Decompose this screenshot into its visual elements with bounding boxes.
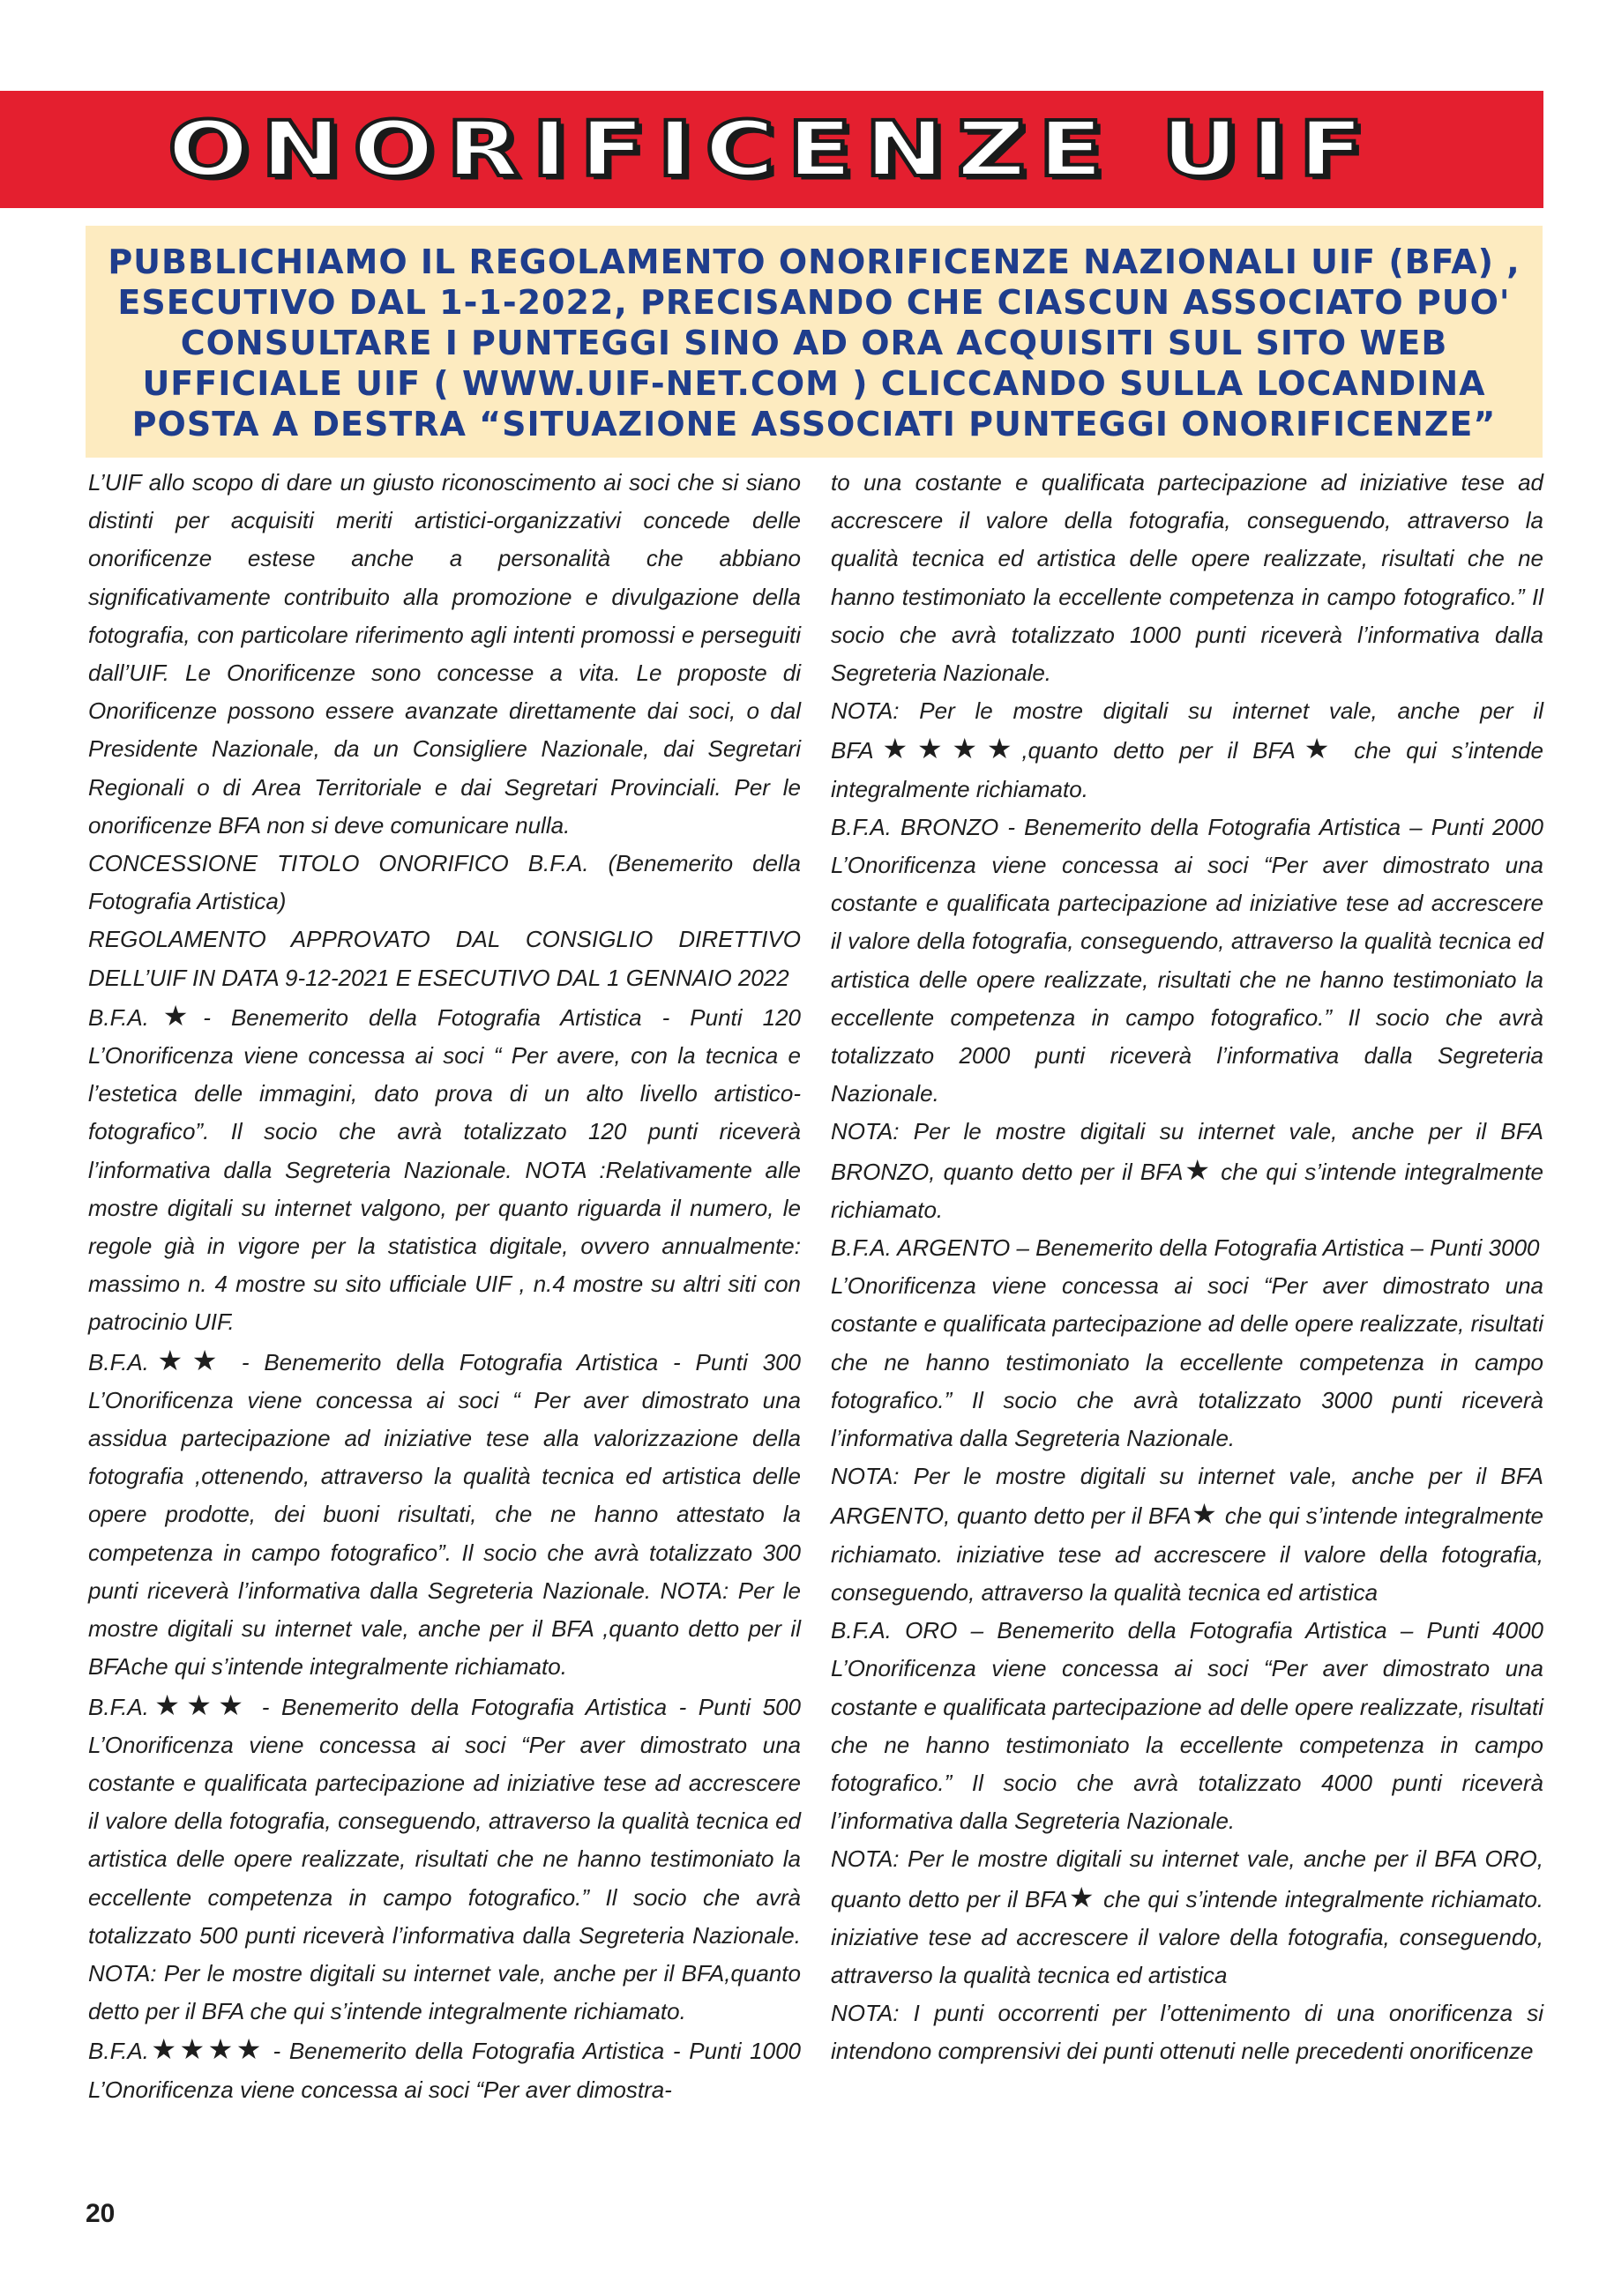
bfa-prefix: B.F.A.	[88, 1348, 149, 1375]
star-icon: ★	[1183, 1153, 1214, 1186]
page-title: ONORIFICENZE UIF	[167, 105, 1377, 194]
nota-final: NOTA: I punti occorrenti per l’ottenimento di una onorificenza si intendono comprensivi dei punti ottenuti nelle precedenti onorificenze	[831, 2000, 1543, 2065]
regulation-approval: REGOLAMENTO APPROVATO DAL CONSIGLIO DIRETTIVO DELL’UIF IN DATA 9-12-2021 E ESECUTIVO DAL 1 GENNAIO 2022	[88, 926, 801, 991]
bfa-1-star-paragraph	[88, 997, 801, 1342]
intro-box	[86, 226, 1543, 458]
bfa-prefix: B.F.A.	[88, 2038, 149, 2065]
bfa-3-star-paragraph	[88, 1687, 801, 2031]
bfa-text: - Benemerito della Fotografia Artistica - Punti 300 L’Onorificenza viene concessa ai soci “ Per aver dimostrato una assidua partecipazione ad iniziative tese alla valorizzazione della fotografia ,ottenendo, attraverso la qualità tecnica ed artistica delle opere prodotte, dei buoni risultati, che ne hanno attestato la competenza in campo fotografico”. Il socio che avrà totalizzato 300 punti riceverà l’informativa dalla Segreteria Nazionale. NOTA: Per le mostre digitali su internet vale, anche per il BFA ,quanto detto per il BFAche qui s’intende integralmente richiamato.	[88, 1348, 801, 1681]
star-icon: ★★★★	[873, 733, 1022, 765]
star-icon: ★	[1067, 1881, 1096, 1913]
intro-text: PUBBLICHIAMO IL REGOLAMENTO ONORIFICENZE NAZIONALI UIF (BFA) , ESECUTIVO DAL 1-1-2022, PRECISANDO CHE CIASCUN ASSOCIATO PUO' CONSULTARE I PUNTEGGI SINO AD ORA ACQUISITI SUL SITO WEB UFFICIALE UIF ( WWW.UIF-NET.COM ) CLICCANDO SULLA LOCANDINA POSTA A DESTRA “SITUAZIONE ASSOCIATI PUNTEGGI ONORIFICENZE”	[108, 242, 1521, 444]
bfa-text: - Benemerito della Fotografia Artistica - Punti 500 L’Onorificenza viene concessa ai soci “Per aver dimostrato una costante e qualificata partecipazione ad iniziative tese ad accrescere il valore della fotografia, conseguendo, attraverso la qualità tecnica ed artistica delle opere realizzate, risultati che ne hanno testimoniato la eccellente competenza in campo fotografico.” Il socio che avrà totalizzato 500 punti riceverà l’informativa dalla Segreteria Nazionale. NOTA: Per le mostre digitali su internet vale, anche per il BFA,quanto detto per il BFA che qui s’intende integralmente richiamato.	[88, 1693, 801, 2025]
bfa-4-star-continuation: to una costante e qualificata partecipazione ad iniziative tese ad accrescere il valore della fotografia, conseguendo, attraverso la qualità tecnica ed artistica delle opere realizzate, risultati che ne hanno testimoniato la eccellente competenza in campo fotografico.” Il socio che avrà totalizzato 1000 punti riceverà l’informativa dalla Segreteria Nazionale.	[831, 469, 1543, 687]
nota-text: che qui s’intende integralmente richiamato. iniziative tese ad accrescere il valore della fotografia, conseguendo, attraverso la qualità tecnica ed artistica	[831, 1502, 1544, 1606]
bfa-prefix: B.F.A.	[88, 1693, 149, 1720]
right-column	[831, 464, 1543, 2071]
bfa-4-star-paragraph	[88, 2031, 801, 2108]
star-icon: ★	[1191, 1498, 1219, 1531]
bfa-argento-title: B.F.A. ARGENTO – Benemerito della Fotografia Artistica – Punti 3000	[831, 1234, 1540, 1262]
concession-title: CONCESSIONE TITOLO ONORIFICO B.F.A. (Benemerito della Fotografia Artistica)	[88, 850, 801, 915]
star-icon: ★★★★	[148, 2033, 265, 2066]
bfa-oro-paragraph: B.F.A. ORO – Benemerito della Fotografia Artistica – Punti 4000 L’Onorificenza viene concessa ai soci “Per aver dimostrato una costante e qualificata partecipazione ad delle opere realizzate, risultati che ne hanno testimoniato la eccellente competenza in campo fotografico.” Il socio che avrà totalizzato 4000 punti riceverà l’informativa dalla Segreteria Nazionale.	[831, 1617, 1543, 1835]
left-column	[88, 464, 801, 2109]
nota-text: NOTA: Per le mostre digitali su internet vale, anche per il BFA	[831, 697, 1543, 764]
nota-text: NOTA: Per le mostre digitali su internet vale, anche per il BFA ORO, quanto detto per il BFA	[831, 1845, 1543, 1912]
star-icon: ★	[148, 999, 204, 1032]
nota-text: NOTA: Per le mostre digitali su internet vale, anche per il BFA BRONZO, quanto detto per il BFA	[831, 1118, 1543, 1185]
bfa-2-star-paragraph	[88, 1342, 801, 1687]
bfa-text: - Benemerito della Fotografia Artistica - Punti 1000 L’Onorificenza viene concessa ai soci “Per aver dimostra-	[88, 2038, 802, 2103]
bfa-text: - Benemerito della Fotografia Artistica - Punti 120 L’Onorificenza viene concessa ai soci “ Per avere, con la tecnica e l’estetica delle immagini, dato prova di un alto livello artistico-fotografico”. Il socio che avrà totalizzato 120 punti riceverà l’informativa dalla Segreteria Nazionale. NOTA :Relativamente alle mostre digitali su internet valgono, per quanto riguarda il numero, le regole già in vigore per la statistica digitale, ovvero annualmente: massimo n. 4 mostre su sito ufficiale UIF , n.4 mostre su altri siti con patrocinio UIF.	[88, 1003, 801, 1336]
bfa-argento-paragraph: L’Onorificenza viene concessa ai soci “Per aver dimostrato una costante e qualificata partecipazione ad delle opere realizzate, risultati che ne hanno testimoniato la eccellente competenza in campo fotografico.” Il socio che avrà totalizzato 3000 punti riceverà l’informativa dalla Segreteria Nazionale.	[831, 1272, 1543, 1452]
nota-argento	[831, 1457, 1543, 1612]
bfa-bronzo-paragraph: B.F.A. BRONZO - Benemerito della Fotografia Artistica – Punti 2000 L’Onorificenza viene concessa ai soci “Per aver dimostrato una costante e qualificata partecipazione ad iniziative tese ad accrescere il valore della fotografia, conseguendo, attraverso la qualità tecnica ed artistica delle opere realizzate, risultati che ne hanno testimoniato la eccellente competenza in campo fotografico.” Il socio che avrà totalizzato 2000 punti riceverà l’informativa dalla Segreteria Nazionale.	[831, 813, 1543, 1107]
nota-oro	[831, 1840, 1543, 1994]
bfa-prefix: B.F.A.	[88, 1003, 149, 1031]
nota-text: che qui s’intende integralmente richiamato. iniziative tese ad accrescere il valore della fotografia, conseguendo, attraverso la qualità tecnica ed artistica	[831, 1885, 1544, 1988]
nota-text: che qui s’intende integralmente richiamato.	[831, 737, 1544, 802]
page-number: 20	[86, 2199, 116, 2228]
intro-paragraph: L’UIF allo scopo di dare un giusto riconoscimento ai soci che si siano distinti per acquisiti meriti artistici-organizzativi concede delle onorificenze estese anche a personalità che abbiano significativamente contribuito alla promozione e divulgazione della fotografia, con particolare riferimento agli intenti promossi e perseguiti dall’UIF. Le Onorificenze sono concesse a vita. Le proposte di Onorificenze possono essere avanzate direttamente dai soci, o dal Presidente Nazionale, da un Consigliere Nazionale, dai Segretari Regionali o di Area Territoriale e dai Segretari Provinciali. Per le onorificenze BFA non si deve comunicare nulla.	[88, 469, 801, 839]
star-icon: ★★	[148, 1344, 228, 1376]
star-icon: ★	[1295, 733, 1340, 765]
star-icon: ★★★	[148, 1688, 250, 1721]
nota-text: che qui s’intende integralmente richiamato.	[831, 1158, 1544, 1223]
nota-4-star	[831, 692, 1543, 809]
nota-text: NOTA: Per le mostre digitali su internet vale, anche per il BFA ARGENTO, quanto detto per il BFA	[831, 1463, 1543, 1530]
nota-text: ,quanto detto per il BFA	[1021, 737, 1296, 764]
nota-bronzo	[831, 1113, 1543, 1229]
